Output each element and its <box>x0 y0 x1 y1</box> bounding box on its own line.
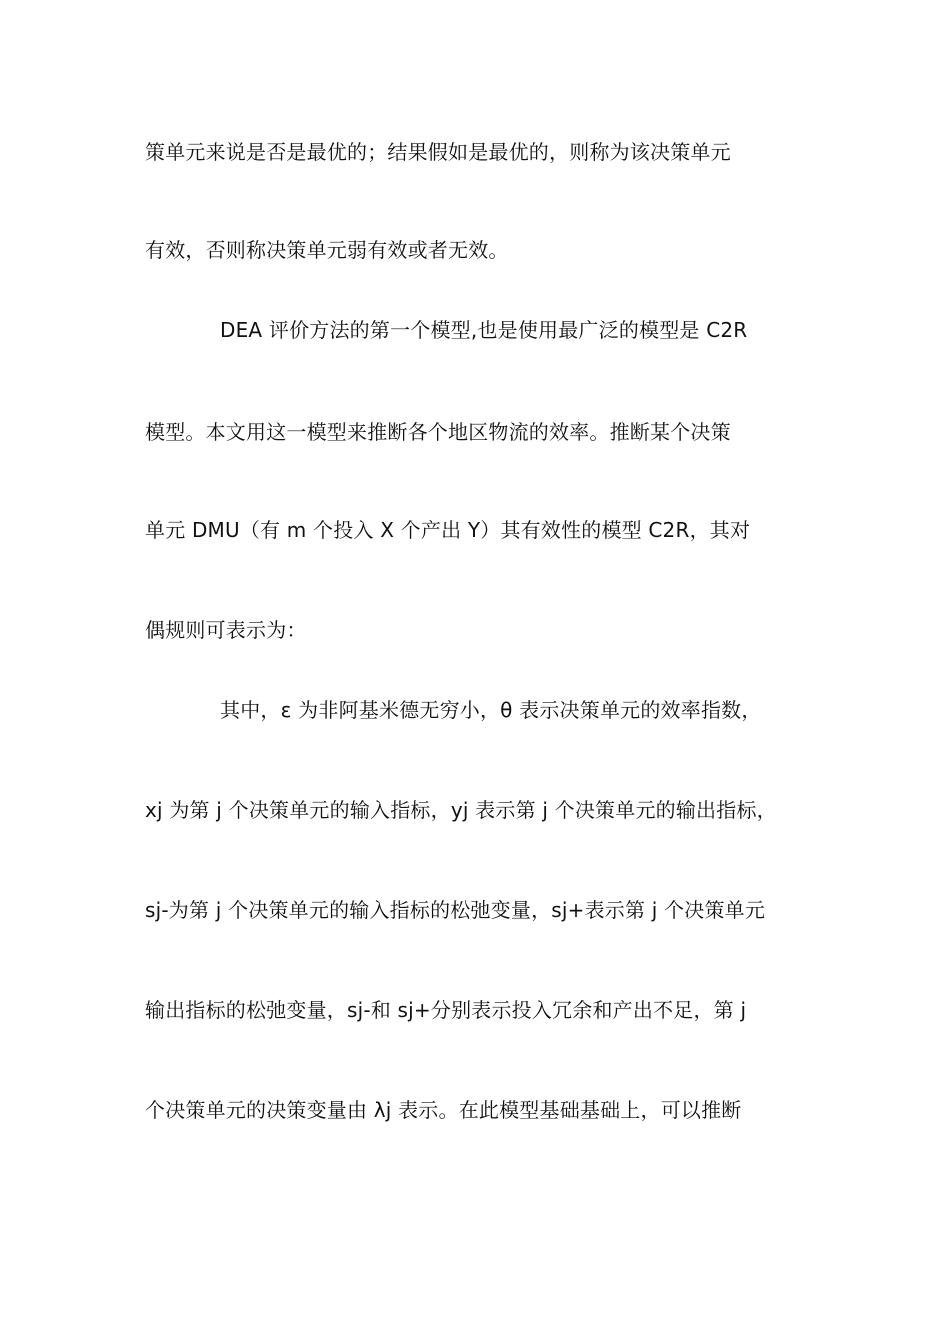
paragraph-line: sj-为第 j 个决策单元的输入指标的松弛变量，sj+表示第 j 个决策单元 <box>145 898 766 922</box>
paragraph-line: 策单元来说是否是最优的；结果假如是最优的，则称为该决策单元 <box>145 140 731 164</box>
paragraph-line: xj 为第 j 个决策单元的输入指标，yj 表示第 j 个决策单元的输出指标， <box>145 798 777 822</box>
paragraph-line: 有效，否则称决策单元弱有效或者无效。 <box>145 238 509 262</box>
paragraph-line: 其中，ε 为非阿基米德无穷小，θ 表示决策单元的效率指数， <box>220 698 762 722</box>
paragraph-line: 偶规则可表示为： <box>145 618 307 642</box>
paragraph-line: DEA 评价方法的第一个模型,也是使用最广泛的模型是 C2R <box>220 318 748 342</box>
paragraph-line: 模型。本文用这一模型来推断各个地区物流的效率。推断某个决策 <box>145 420 731 444</box>
paragraph-line: 个决策单元的决策变量由 λj 表示。在此模型基础基础上，可以推断 <box>145 1098 742 1122</box>
paragraph-line: 输出指标的松弛变量，sj-和 sj+分别表示投入冗余和产出不足，第 j <box>145 998 747 1022</box>
paragraph-line: 单元 DMU（有 m 个投入 X 个产出 Y）其有效性的模型 C2R，其对 <box>145 518 751 542</box>
